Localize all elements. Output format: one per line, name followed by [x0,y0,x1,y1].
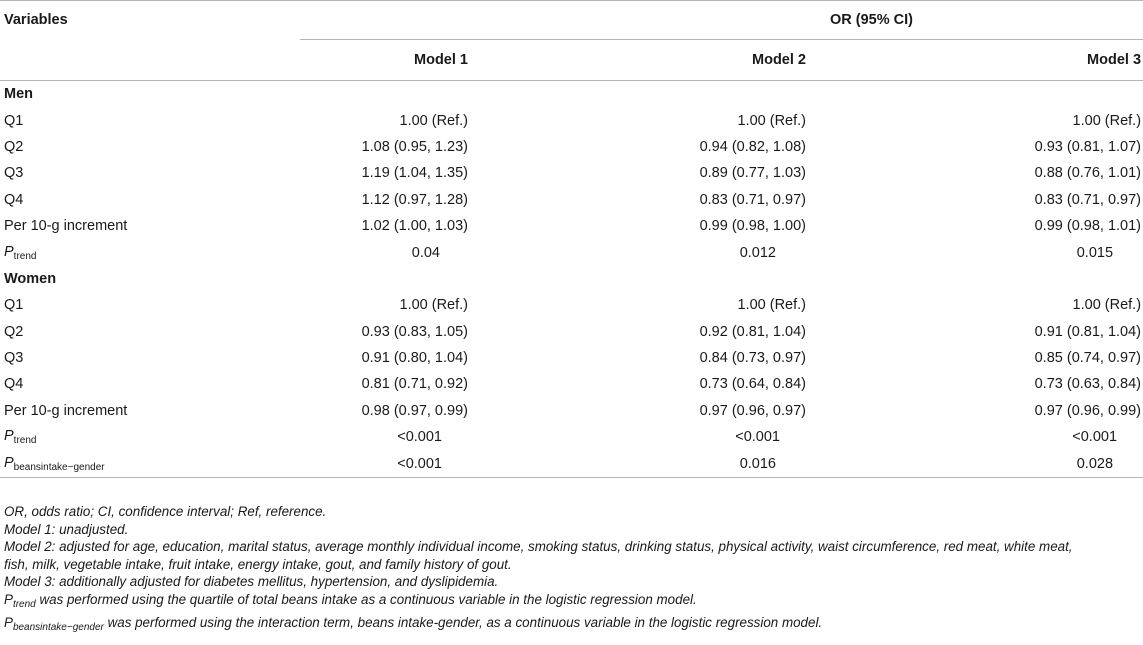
section-women [0,266,1143,292]
row-label: Q1 [4,112,24,129]
model-1-cell: 1.19 (1.04, 1.35) [361,165,468,182]
section-label: Men [4,86,33,103]
footnote-model-2-line-1: Model 2: adjusted for age, education, marital status, average monthly individual income, smoking status, drinking status, physical activity, waist circumference, red meat, white meat, [4,539,1073,555]
model-2-cell: <0.001 [735,429,780,446]
row-label: Q4 [4,376,24,393]
model-2-cell: 1.00 (Ref.) [737,112,806,129]
model-3-cell: 0.85 (0.74, 0.97) [1034,350,1142,367]
row-label: Q3 [4,165,24,182]
table-footnotes [4,503,1134,636]
row-label: Per 10-g increment [4,402,128,419]
table-row [0,187,1143,213]
footnote-pinteraction: $P_{beansintake-gender}$ was performed using the interaction term, beans intake-gender, as a continuous variable in the logistic regression model. [4,614,823,633]
row-label: Per 10-g increment [4,218,128,235]
model-2-cell: 0.97 (0.96, 0.97) [699,402,806,419]
section-label: Women [4,270,57,287]
model-1-cell: 1.02 (1.00, 1.03) [361,218,468,235]
row-label: Q2 [4,323,24,340]
model-3-cell: 0.015 [1076,244,1114,261]
model-3-cell: 0.99 (0.98, 1.01) [1034,218,1142,235]
or-ci-header: OR (95% CI) [300,1,1143,40]
ptrend-label: $P_{trend}$ [4,428,37,447]
model-1-cell: 0.91 (0.80, 1.04) [361,350,468,367]
table-row [0,319,1143,345]
footnote-abbreviations: OR, odds ratio; CI, confidence interval; Ref, reference. [4,504,327,519]
model-2-cell: 0.73 (0.64, 0.84) [699,376,806,393]
model-2-cell: 0.99 (0.98, 1.00) [699,218,806,235]
model-3-cell: 1.00 (Ref.) [1072,112,1142,129]
header-spacer [0,40,300,81]
model-3-cell: 1.00 (Ref.) [1072,297,1142,314]
model-1-cell: 0.81 (0.71, 0.92) [361,376,468,393]
model-1-cell: <0.001 [300,450,468,477]
model-1-cell: 0.93 (0.83, 1.05) [361,323,468,340]
model-2-header: Model 2 [468,40,806,81]
model-2-cell: 0.84 (0.73, 0.97) [699,350,806,367]
row-label: Q4 [4,191,24,208]
model-2-cell: 0.016 [468,450,806,477]
header-row-1 [0,1,1143,40]
table-row [0,345,1143,371]
table-row [0,134,1143,160]
footnote-model-3: Model 3: additionally adjusted for diabetes mellitus, hypertension, and dyslipidemia. [4,574,499,590]
model-3-cell: 0.88 (0.76, 1.01) [1034,165,1142,182]
model-1-cell: 1.00 (Ref.) [399,112,468,129]
model-3-cell: <0.001 [1072,429,1118,446]
model-1-cell: 1.12 (0.97, 1.28) [361,191,468,208]
section-men [0,81,1143,108]
footnote-model-1: Model 1: unadjusted. [4,521,129,537]
model-3-cell: 0.91 (0.81, 1.04) [1034,323,1142,340]
model-1-cell: 1.08 (0.95, 1.23) [361,138,468,155]
model-2-cell: 1.00 (Ref.) [737,297,806,314]
table-row-ptrend [0,424,1143,450]
model-2-cell: 0.92 (0.81, 1.04) [699,323,806,340]
variables-header: Variables [0,1,300,40]
table-row [0,160,1143,186]
row-label: Q2 [4,138,24,155]
table-row-pinteraction [0,450,1143,477]
model-3-cell: 0.73 (0.63, 0.84) [1034,376,1142,393]
model-3-header: Model 3 [806,40,1143,81]
table-row-ptrend [0,239,1143,265]
model-3-cell: 0.028 [806,450,1143,477]
model-3-cell: 0.97 (0.96, 0.99) [1034,402,1142,419]
model-1-cell: 0.98 (0.97, 0.99) [361,402,468,419]
model-1-cell: 1.00 (Ref.) [399,297,468,314]
model-2-cell: 0.83 (0.71, 0.97) [699,191,806,208]
model-2-cell: 0.89 (0.77, 1.03) [699,165,806,182]
model-3-cell: 0.93 (0.81, 1.07) [1034,138,1142,155]
footnote-ptrend: $P_{trend}$ was performed using the quartile of total beans intake as a continuous variable in the logistic regression model. [4,591,697,610]
row-label: Q3 [4,350,24,367]
model-2-cell: 0.012 [739,244,776,261]
model-3-cell: 0.83 (0.71, 0.97) [1034,191,1142,208]
model-1-header: Model 1 [300,40,468,81]
model-1-cell: 0.04 [411,244,440,261]
row-label: Q1 [4,297,24,314]
header-row-2 [0,40,1143,81]
table-row [0,213,1143,239]
table-row [0,398,1143,424]
ptrend-label: $P_{trend}$ [4,243,37,262]
table-row [0,107,1143,133]
table-row [0,292,1143,318]
footnote-model-2-line-2: fish, milk, vegetable intake, fruit intake, energy intake, gout, and family history of gout. [4,556,512,572]
pinteraction-label: $P_{beansintake-gender}$ [0,450,300,477]
model-2-cell: 0.94 (0.82, 1.08) [699,138,806,155]
model-1-cell: <0.001 [397,429,442,446]
table-row [0,371,1143,397]
